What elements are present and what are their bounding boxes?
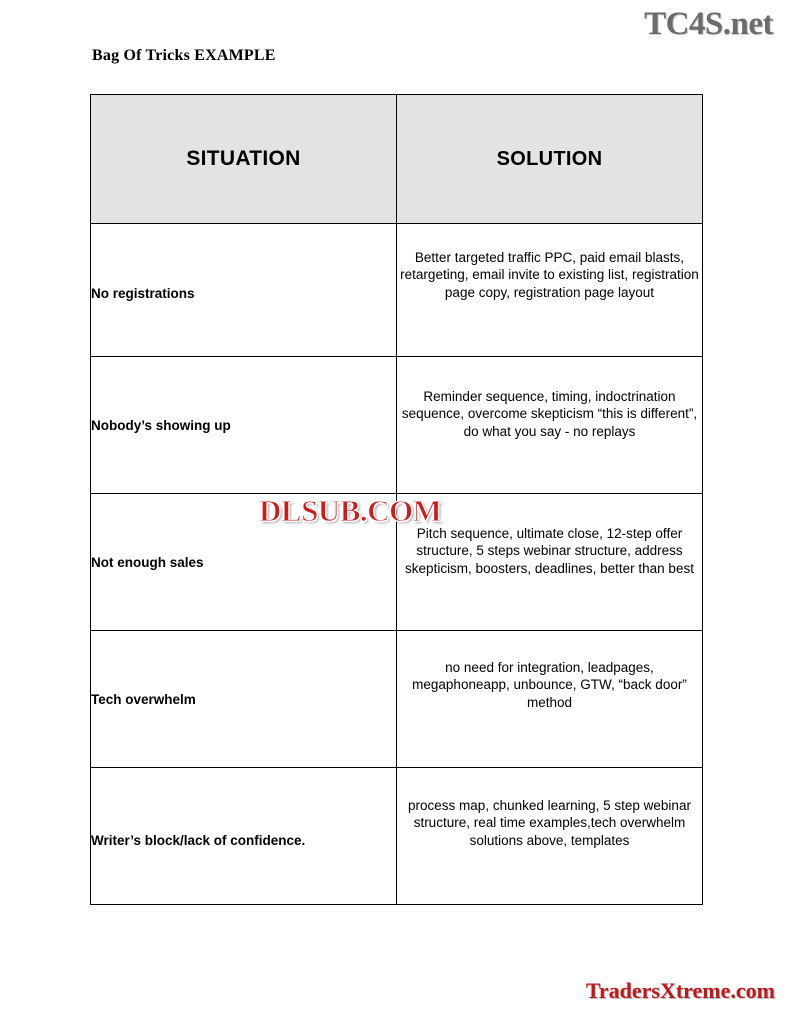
situation-text: No registrations	[91, 285, 195, 301]
table-body	[91, 224, 703, 905]
footer-brand: TradersXtreme.com	[585, 978, 775, 1003]
column-header-solution: SOLUTION	[397, 95, 703, 224]
solution-text: no need for integration, leadpages, megaphoneapp, unbounce, GTW, “back door” method	[412, 660, 687, 710]
table-row	[91, 224, 703, 357]
site-logo: TC4S.net	[644, 6, 773, 42]
situation-text: Writer’s block/lack of confidence.	[91, 832, 306, 848]
table-header	[91, 95, 703, 224]
cell-solution	[397, 768, 703, 905]
watermark: DLSUB.COM	[259, 493, 442, 528]
cell-situation	[91, 357, 397, 494]
situation-text: Nobody’s showing up	[91, 417, 231, 433]
table-row	[91, 631, 703, 768]
cell-situation	[91, 494, 397, 631]
cell-situation	[91, 768, 397, 905]
bag-of-tricks-table	[90, 94, 703, 905]
cell-situation	[91, 224, 397, 357]
table-header-row	[91, 95, 703, 224]
situation-text: Tech overwhelm	[91, 691, 196, 707]
solution-text: process map, chunked learning, 5 step webinar structure, real time examples,tech overwhelm solutions above, templates	[408, 798, 691, 848]
situation-text: Not enough sales	[91, 554, 204, 570]
solution-text: Better targeted traffic PPC, paid email blasts, retargeting, email invite to existing list, registration page copy, registration page layout	[400, 250, 699, 300]
solution-text: Reminder sequence, timing, indoctrination sequence, overcome skepticism “this is different”, do what you say - no replays	[401, 389, 698, 439]
bag-of-tricks-table-wrapper	[90, 94, 702, 905]
cell-solution	[397, 357, 703, 494]
page-title: Bag Of Tricks EXAMPLE	[92, 47, 276, 64]
cell-situation	[91, 631, 397, 768]
cell-solution	[397, 631, 703, 768]
column-header-situation: SITUATION	[91, 95, 397, 224]
solution-text: Pitch sequence, ultimate close, 12-step offer structure, 5 steps webinar structure, address skepticism, boosters, deadlines, better than best	[405, 526, 694, 576]
cell-solution	[397, 494, 703, 631]
table-row	[91, 494, 703, 631]
table-row	[91, 768, 703, 905]
table-row	[91, 357, 703, 494]
cell-solution	[397, 224, 703, 357]
